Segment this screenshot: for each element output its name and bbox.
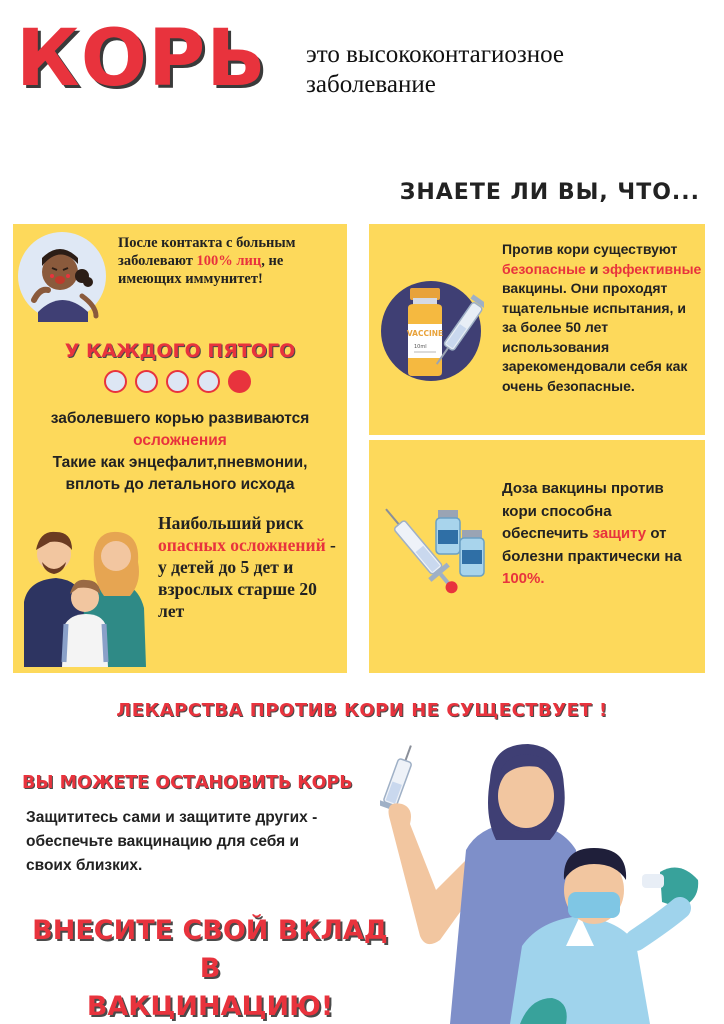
no-medicine-heading: ЛЕКАРСТВА ПРОТИВ КОРИ НЕ СУЩЕСТВУЕТ ! [116,700,608,721]
safety-text-part: Против кори существуют [502,241,678,257]
vial-volume-text: 10ml [414,344,427,350]
one-in-five-dots [104,370,251,393]
risk-highlight: опасных осложнений [158,535,326,555]
safety-text-part: и [585,260,603,277]
medical-workers-illustration [380,740,710,1024]
vial-label-text: VACCINE [406,329,444,338]
contribute-line: ВАКЦИНАЦИЮ! [86,991,334,1022]
protection-highlight: защиту [592,525,647,542]
complications-highlight: осложнения [133,432,227,449]
contribute-line: ВНЕСИТЕ СВОЙ ВКЛАД В [32,915,388,984]
contact-text-part: , не имеющих иммунитет! [118,253,284,287]
page-title: КОРЬ [16,14,267,104]
contact-highlight: 100% лиц [196,253,262,269]
dot-filled [228,370,251,393]
safe-highlight: безопасные [502,260,586,277]
vaccine-dose-text [502,478,702,591]
dose-text-part: Доза вакцины против кори способна обеспечить [502,480,664,542]
complications-line: Такие как энцефалит,пневмонии, [52,454,308,471]
dot-empty [166,370,189,393]
dot-empty [104,370,127,393]
complications-text [13,408,347,496]
complications-line: вплоть до летального исхода [65,476,295,493]
can-stop-heading: ВЫ МОЖЕТЕ ОСТАНОВИТЬ КОРЬ [22,773,353,793]
vaccine-safety-text [502,240,702,396]
percent-highlight: 100%. [502,570,545,587]
effective-highlight: эффективные [602,260,702,277]
page-subtitle: это высококонтагиозное заболевание [306,41,565,98]
did-you-know-heading: ЗНАЕТЕ ЛИ ВЫ, ЧТО... [399,180,700,205]
safety-text-part: вакцины. Они проходят тщательные испытания, и за более 50 лет использования зарекомендовали себя как очень безопасные. [502,280,688,394]
contact-infection-text [118,234,343,288]
risk-text-part: Наибольший риск [158,513,304,533]
dose-text-part: от болезни практически на [502,525,682,565]
protect-text: Защититесь сами и защитите других - обеспечьте вакцинацию для себя и своих близких. [26,809,318,874]
syringe-vials-illustration [382,492,492,604]
family-illustration [20,522,150,667]
dot-empty [135,370,158,393]
every-fifth-heading: У КАЖДОГО ПЯТОГО [64,340,296,362]
contact-text-part: После контакта с больным заболевают [118,235,296,269]
contribute-call-to-action [20,912,400,1024]
coughing-child-illustration [16,230,108,322]
dot-empty [197,370,220,393]
complications-line: заболевшего корью развиваются [50,410,310,427]
vaccine-vial-illustration [378,278,484,384]
risk-group-text [158,512,344,622]
risk-text-part: - у детей до 5 дет и взрослых старше 20 лет [158,535,336,621]
